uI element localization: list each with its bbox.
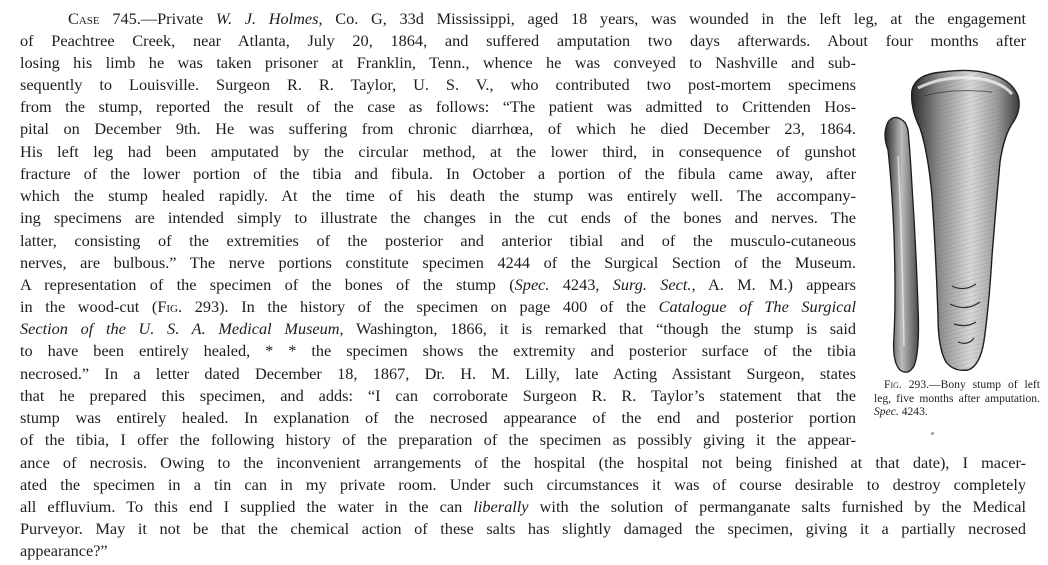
text-line-25: appearance?” xyxy=(20,541,108,560)
text-line-6: pital on December 9th. He was suffering from chronic diarrhœa, of which he died December 23, 1864. xyxy=(20,119,856,138)
text-line-3: losing his limb he was taken prisoner at Franklin, Tenn., whence he was conveyed to Nashville and sub- xyxy=(20,53,856,72)
text-line-20: of the tibia, I offer the following history of the preparation of the specimen as possibly giving it the appear- xyxy=(20,430,856,449)
text-line-2: of Peachtree Creek, near Atlanta, July 20, 1864, and suffered amputation two days afterwards. About four months after xyxy=(20,31,1026,50)
text-line-8: fracture of the lower portion of the tibia and fibula. In October a portion of the fibula came away, after xyxy=(20,164,856,183)
text-line-1: Case 745.—Private W. J. Holmes, Co. G, 33d Mississippi, aged 18 years, was wounded in the left leg, at the engagement xyxy=(68,9,1027,28)
text-line-15: Section of the U. S. A. Medical Museum, Washington, 1866, it is remarked that “though the stump is said xyxy=(20,319,856,338)
text-line-10: ing specimens are intended simply to illustrate the changes in the cut ends of the bones and nerves. The xyxy=(20,208,856,227)
text-line-12: nerves, are bulbous.” The nerve portions constitute specimen 4244 of the Surgical Section of the Museum. xyxy=(20,253,856,272)
text-line-19: stump was entirely healed. In explanation of the necrosed appearance of the end and posterior portion xyxy=(20,408,856,427)
bone-stump-illustration xyxy=(872,66,1038,382)
text-line-24: Purveyor. May it not be that the chemical action of these salts has slightly damaged the specimen, giving it a partially necrosed xyxy=(20,519,1026,538)
text-line-5: from the stump, reported the result of the case as follows: “The patient was admitted to Crittenden Hos- xyxy=(20,97,856,116)
text-line-23: all effluvium. To this end I supplied the water in the can liberally with the solution of permanganate salts furnished by the Medical xyxy=(20,497,1027,516)
case-number: Case 745. xyxy=(68,9,141,28)
catalogue-title: Catalogue of The Surgical xyxy=(658,297,856,316)
figure-caption: Fig. 293.—Bony stump of left leg, five months after amputation. Spec. 4243. xyxy=(874,378,1040,418)
text-line-9: which the stump healed rapidly. At the time of his death the stump was entirely well. The accompany- xyxy=(20,186,856,205)
text-line-21: ance of necrosis. Owing to the inconvenient arrangements of the hospital (the hospital not being finished at that date), I macer- xyxy=(20,453,1026,472)
text-line-17: necrosed.” In a letter dated December 18, 1867, Dr. H. M. Lilly, late Acting Assistant Surgeon, states xyxy=(20,364,856,383)
text-line-22: ated the specimen in a tin can in my private room. Under such circumstances it was of course desirable to destroy completely xyxy=(20,475,1026,494)
print-speck xyxy=(931,432,934,435)
text-line-7: His left leg had been amputated by the circular method, at the lower third, in consequence of gunshot xyxy=(20,142,856,161)
patient-name: W. J. Holmes, xyxy=(215,9,323,28)
text-line-14: in the wood-cut (Fig. 293). In the history of the specimen on page 400 of the Catalogue of The Surgical xyxy=(20,297,856,316)
text-line-4: sequently to Louisville. Surgeon R. R. Taylor, U. S. V., who contributed two post-mortem specimens xyxy=(20,75,856,94)
text-line-16: to have been entirely healed, * * the specimen shows the extremity and posterior surface of the tibia xyxy=(20,341,856,360)
text-line-13: A representation of the specimen of the bones of the stump (Spec. 4243, Surg. Sect., A. M. M.) appears xyxy=(20,275,857,294)
text-line-11: latter, consisting of the extremities of the posterior and anterior tibial and of the musculo-cutaneous xyxy=(20,231,856,250)
text-line-18: that he prepared this specimen, and adds: “I can corroborate Surgeon R. R. Taylor’s statement that the xyxy=(20,386,856,405)
